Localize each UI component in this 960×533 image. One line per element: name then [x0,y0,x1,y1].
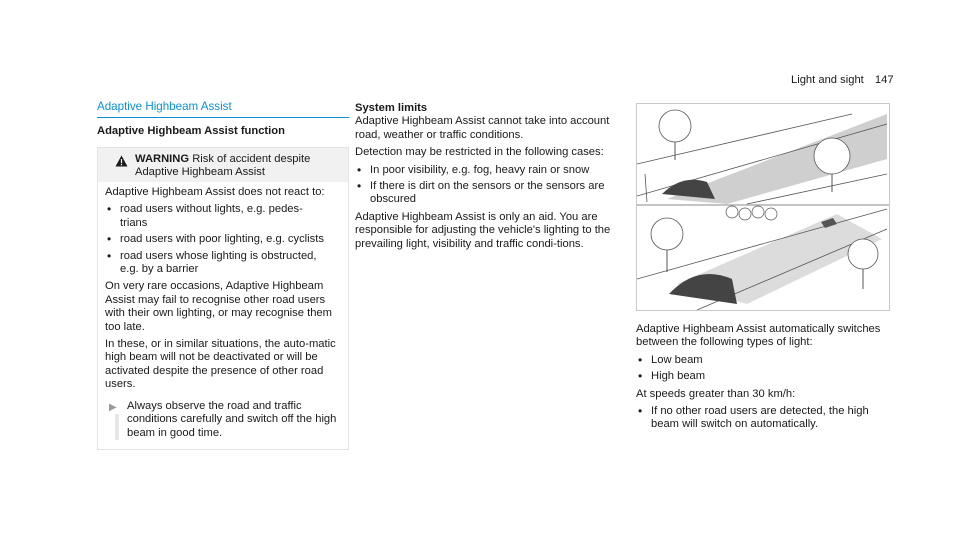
warning-paragraph: On very rare occasions, Adaptive Highbeam Assist may fail to recognise other road users with their own lighting, or may recognise them too late. [105,280,332,333]
list-item: • Low beam [636,354,896,367]
list-item: • If no other road users are detected, the high beam will switch on automatically. [636,405,896,432]
page-number: 147 [874,74,894,86]
top-panel [637,110,887,204]
speed-list [636,405,896,432]
list-item: • road users without lights, e.g. pedes- trians [105,203,345,230]
list-item: • road users with poor lighting, e.g. cyclists [105,233,345,246]
paragraph: At speeds greater than 30 km/h: [636,387,796,400]
warning-intro: Adaptive Highbeam Assist does not react to: [105,186,325,198]
warning-paragraph: In these, or in similar situations, the auto-matic high beam will not be deactivated or will be activated despite the presence of other road users. [105,338,336,391]
light-types-list [636,354,896,384]
list-item: • If there is dirt on the sensors or the sensors are obscured [355,180,617,207]
paragraph: Adaptive Highbeam Assist cannot take into account road, weather or traffic conditions. [355,115,610,141]
advice-text: Always observe the road and traffic conditions carefully and switch off the high beam in good time. [127,399,337,439]
arrow-right-icon: ▶ [109,401,117,413]
warning-list [105,203,345,276]
paragraph: Detection may be restricted in the following cases: [355,146,604,159]
paragraph: Adaptive Highbeam Assist is only an aid. You are responsible for adjusting the vehicle's lighting to the prevailing light, visibility and traffic condi-tions. [355,210,611,250]
road-scene-illustration [637,104,889,310]
bottom-panel [637,206,887,310]
system-limits-heading: System limits [355,102,428,114]
warning-title-line1: Risk of accident despite [192,153,311,165]
paragraph: Adaptive Highbeam Assist automatically switches between the following types of light: [636,323,881,349]
warning-body [105,186,345,440]
warning-triangle-icon [115,155,128,167]
highbeam-illustration [636,103,890,311]
system-limits-section [355,102,617,255]
advice-bar [115,414,119,440]
warning-title [135,153,340,180]
advice-step [105,400,345,440]
list-item: • High beam [636,370,896,383]
warning-header [98,148,348,182]
warning-box [97,147,349,450]
chapter-title: Light and sight [791,74,864,86]
automatic-switching-section [636,323,896,436]
section-title: Adaptive Highbeam Assist [97,100,232,113]
limits-list [355,164,617,207]
warning-label: WARNING [135,153,190,165]
warning-title-line2: Adaptive Highbeam Assist [135,166,265,179]
subheading: Adaptive Highbeam Assist function [97,125,285,137]
list-item: • road users whose lighting is obstructed, e.g. by a barrier [105,250,345,277]
running-header [785,74,894,87]
list-item: • In poor visibility, e.g. fog, heavy rain or snow [355,164,617,177]
section-divider [97,117,349,118]
